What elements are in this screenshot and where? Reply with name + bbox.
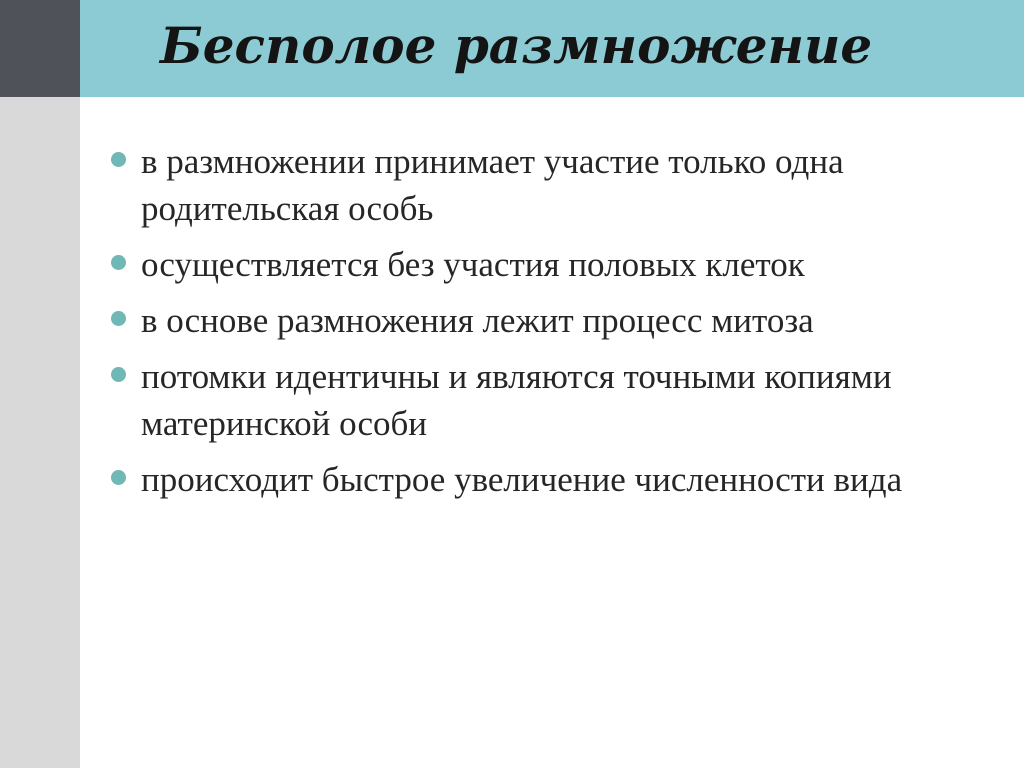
- corner-block: [0, 0, 80, 97]
- bullet-item: [110, 353, 990, 447]
- bullet-list: [110, 138, 990, 512]
- bullet-item: [110, 241, 990, 288]
- left-sidebar-bar: [0, 97, 80, 768]
- bullet-text: в основе размножения лежит процесс митоза: [141, 301, 814, 340]
- bullet-dot-icon: [111, 152, 126, 167]
- bullet-dot-icon: [111, 470, 126, 485]
- bullet-text: осуществляется без участия половых клеток: [141, 245, 805, 284]
- bullet-dot-icon: [111, 367, 126, 382]
- bullet-item: [110, 297, 990, 344]
- bullet-item: [110, 138, 990, 232]
- slide-title: Бесполое размножение: [160, 16, 873, 75]
- bullet-dot-icon: [111, 311, 126, 326]
- bullet-text: потомки идентичны и являются точными копиями материнской особи: [141, 357, 892, 443]
- bullet-item: [110, 456, 990, 503]
- bullet-text: происходит быстрое увеличение численности вида: [141, 460, 903, 499]
- bullet-text: в размножении принимает участие только одна родительская особь: [141, 142, 844, 228]
- bullet-dot-icon: [111, 255, 126, 270]
